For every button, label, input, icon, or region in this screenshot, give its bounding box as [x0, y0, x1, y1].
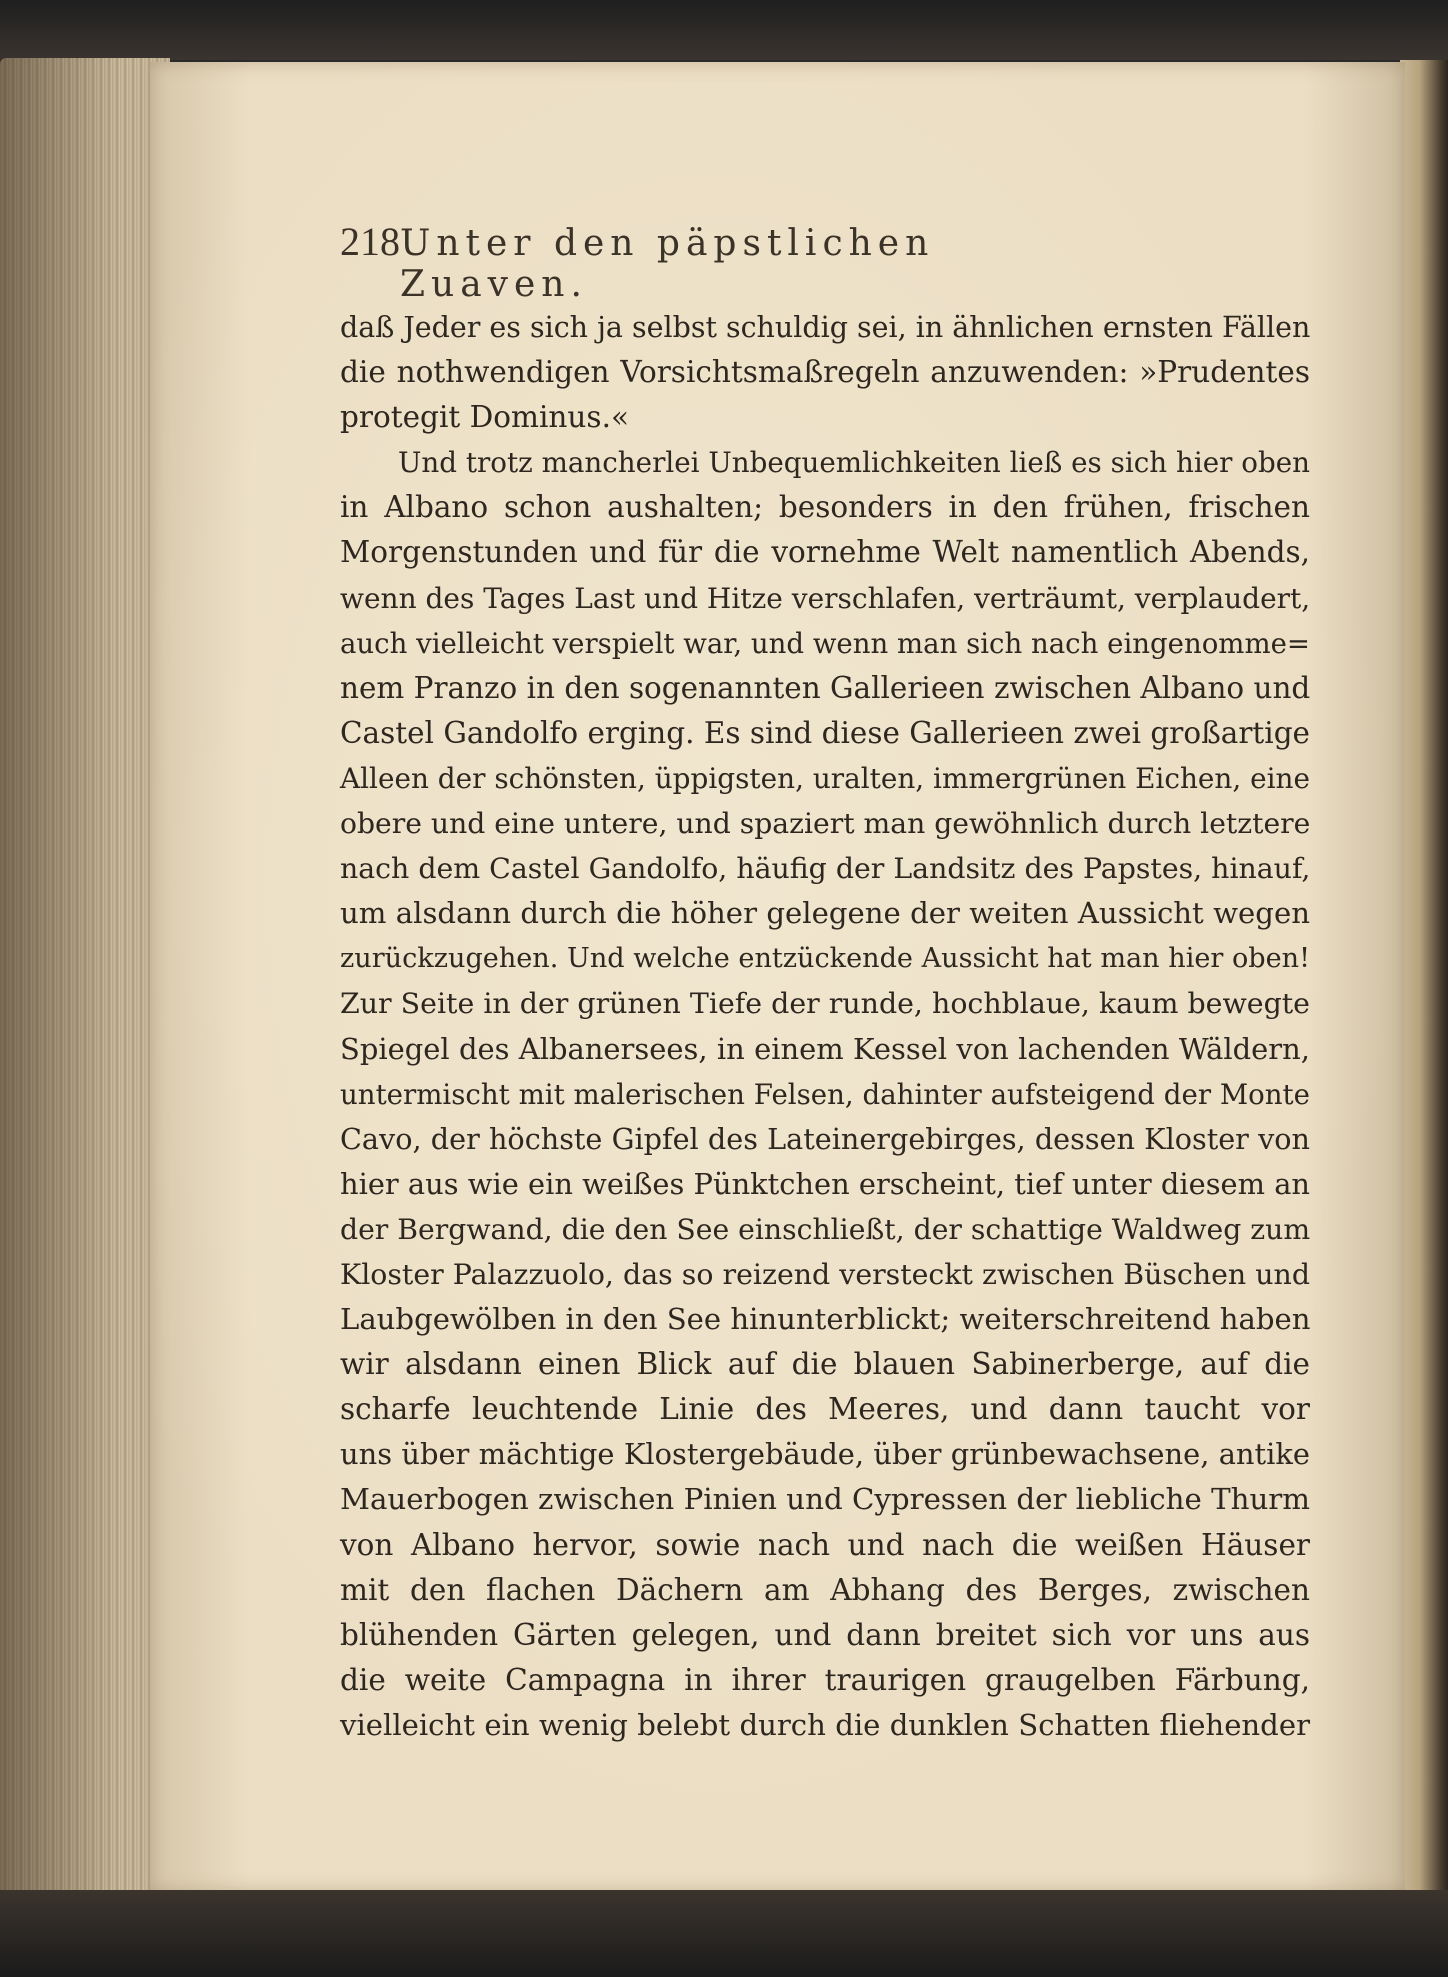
text-line: hier aus wie ein weißes Pünktchen erscheint, tief unter diesem an — [340, 1166, 1310, 1201]
text-line: obere und eine untere, und spaziert man gewöhnlich durch letztere — [340, 807, 1311, 841]
text-line: Morgenstunden und für die vornehme Welt namentlich Abends, — [340, 535, 1310, 570]
text-line: zurückzugehen. Und welche entzückende Aussicht hat man hier oben! — [340, 943, 1310, 975]
top-shadow — [0, 0, 1448, 60]
running-title: Unter den päpstlichen Zuaven. — [400, 223, 935, 305]
text-line: untermischt mit malerischen Felsen, dahinter aufsteigend der Monte — [340, 1077, 1310, 1111]
text-line: auch vielleicht verspielt war, und wenn man sich nach eingenomme= — [340, 626, 1310, 660]
page-block-edges — [0, 58, 170, 1898]
text-line: blühenden Gärten gelegen, und dann breitet sich vor uns aus — [340, 1617, 1310, 1652]
text-line-paragraph-start: Und trotz mancherlei Unbequemlichkeiten ließ es sich hier oben — [398, 446, 1310, 480]
text-line: Spiegel des Albanersees, in einem Kessel von lachenden Wäldern, — [340, 1031, 1310, 1066]
text-line: daß Jeder es sich ja selbst schuldig sei, in ähnlichen ernsten Fällen — [340, 311, 1311, 344]
text-line: in Albano schon aushalten; besonders in den frühen, frischen — [340, 490, 1310, 525]
text-line: Mauerbogen zwischen Pinien und Cypressen der liebliche Thurm — [340, 1482, 1310, 1517]
text-line: um alsdann durch die höher gelegene der weiten Aussicht wegen — [340, 896, 1310, 931]
text-line: die weite Campagna in ihrer traurigen graugelben Färbung, — [340, 1662, 1310, 1697]
body-text — [340, 305, 1310, 1748]
text-line: wenn des Tages Last und Hitze verschlafen, verträumt, verplaudert, — [340, 581, 1311, 615]
text-line: mit den flachen Dächern am Abhang des Berges, zwischen — [340, 1572, 1310, 1607]
text-line: nem Pranzo in den sogenannten Gallerieen zwischen Albano und — [340, 670, 1311, 705]
text-line: Cavo, der höchste Gipfel des Lateinergebirges, dessen Kloster von — [340, 1121, 1310, 1156]
page-number: 218 — [340, 219, 400, 264]
text-line: von Albano hervor, sowie nach und nach die weißen Häuser — [340, 1527, 1310, 1562]
text-line: Laubgewölben in den See hinunterblickt; weiterschreitend haben — [340, 1302, 1311, 1337]
text-line: nach dem Castel Gandolfo, häufig der Landsitz des Papstes, hinauf, — [340, 852, 1311, 886]
text-line: wir alsdann einen Blick auf die blauen Sabinerberge, auf die — [340, 1347, 1310, 1382]
bottom-shadow — [0, 1890, 1448, 1977]
text-line: die nothwendigen Vorsichtsmaßregeln anzuwenden: »Prudentes — [340, 355, 1310, 390]
text-line: Castel Gandolfo erging. Es sind diese Gallerieen zwei großartige — [340, 715, 1310, 750]
running-head — [340, 218, 1110, 305]
text-line: protegit Dominus.« — [340, 400, 629, 435]
text-line: vielleicht ein wenig belebt durch die dunklen Schatten fliehender — [340, 1707, 1310, 1742]
text-line: der Bergwand, die den See einschließt, der schattige Waldweg zum — [340, 1212, 1311, 1246]
text-line: Zur Seite in der grünen Tiefe der runde, hochblaue, kaum bewegte — [340, 987, 1310, 1021]
text-line: Kloster Palazzuolo, das so reizend versteckt zwischen Büschen und — [340, 1257, 1310, 1291]
text-line: scharfe leuchtende Linie des Meeres, und dann taucht vor — [340, 1392, 1310, 1427]
book-spine-edge — [1400, 60, 1448, 1900]
text-line: Alleen der schönsten, üppigsten, uralten, immergrünen Eichen, eine — [340, 761, 1310, 795]
text-line: uns über mächtige Klostergebäude, über grünbewachsene, antike — [340, 1437, 1310, 1472]
